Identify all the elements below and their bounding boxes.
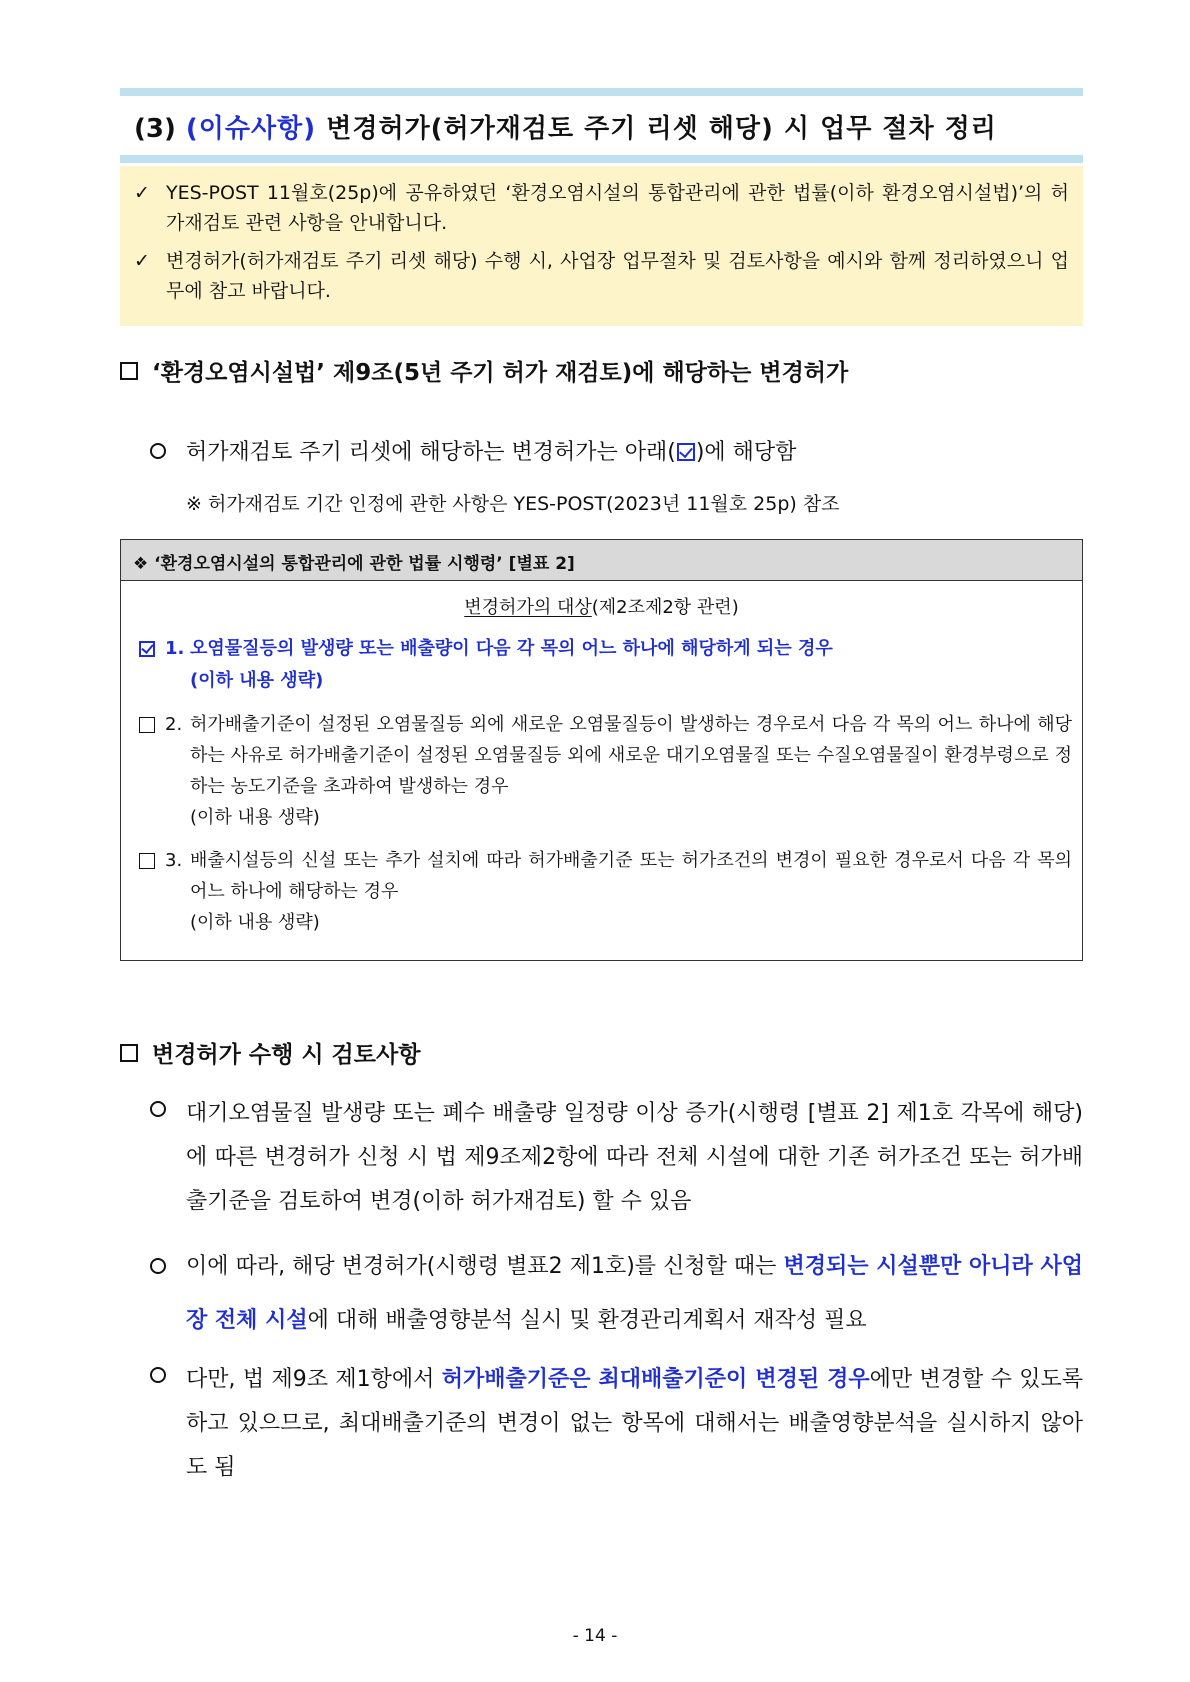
- law-item-index: 1.: [165, 638, 185, 659]
- title-text: 변경허가(허가재검토 주기 리셋 해당) 시 업무 절차 정리: [316, 114, 997, 144]
- law-box-header: ❖ ‘환경오염시설의 통합관리에 관한 법률 시행령’ [별표 2]: [121, 540, 1082, 581]
- reference-note: ※ 허가재검토 기간 인정에 관한 사항은 YES-POST(2023년 11월호 25p) 참조: [186, 493, 840, 515]
- check-mark-icon: ✓: [134, 182, 150, 204]
- square-bullet-icon: [120, 1044, 138, 1062]
- section-heading-review: [120, 1036, 420, 1069]
- section-heading-article9: [120, 354, 848, 387]
- subtitle-rest: (제2조제2항 관련): [591, 597, 739, 618]
- bullet-text-emphasis: 변경되는 시설뿐만 아니라 사업장 전체 시설: [186, 1254, 1083, 1333]
- bullet-review-3: [148, 1358, 1083, 1490]
- notice-item-text: YES-POST 11월호(25p)에 공유하였던 ‘환경오염시설의 통합관리에 관한 법률(이하 환경오염시설법)’의 허가재검토 관련 사항을 안내합니다.: [166, 182, 1069, 234]
- circle-bullet-icon: [150, 1101, 166, 1117]
- bullet-text: [186, 1240, 1083, 1348]
- law-excerpt-box: [120, 539, 1083, 961]
- title-issue-tag: (이슈사항): [185, 114, 317, 144]
- section-heading-text: ‘환경오염시설법’ 제9조(5년 주기 허가 재검토)에 해당하는 변경허가: [152, 360, 849, 386]
- law-item-text: 오염물질등의 발생량 또는 배출량이 다음 각 목의 어느 하나에 해당하게 되는 경우: [190, 638, 833, 659]
- law-item-index: 2.: [165, 714, 183, 735]
- law-item-3: [121, 845, 1082, 938]
- bullet-text: [186, 434, 1083, 472]
- unchecked-box-icon: [139, 853, 155, 869]
- notice-item: [134, 178, 1069, 238]
- bullet-text-pre: 다만, 법 제9조 제1항에서: [186, 1367, 442, 1392]
- bullet-text: 대기오염물질 발생량 또는 폐수 배출량 일정량 이상 증가(시행령 [별표 2] 제1호 각목에 해당)에 따른 변경허가 신청 시 법 제9조제2항에 따라 전체 시설에 대한 기존 허가조건 또는 허가배출기준을 검토하여 변경(이하 허가재검토) 할 수 있음: [186, 1101, 1083, 1214]
- notice-item: [134, 246, 1069, 306]
- square-bullet-icon: [120, 362, 138, 380]
- law-item-text: 허가배출기준이 설정된 오염물질등 외에 새로운 오염물질등이 발생하는 경우로서 다음 각 목의 어느 하나에 해당하는 사유로 허가배출기준이 설정된 오염물질등 외에 새로운 대기오염물질 또는 수질오염물질이 환경부령으로 정하는 농도기준을 초과하여 발생하는 경우: [190, 714, 1072, 797]
- section-heading-text: 변경허가 수행 시 검토사항: [152, 1042, 421, 1068]
- checked-box-icon: [139, 641, 155, 657]
- unchecked-box-icon: [139, 717, 155, 733]
- bullet-text-post: 에만 변경할 수 있도록 하고 있으므로, 최대배출기준의 변경이 없는 항목에 대해서는 배출영향분석을 실시하지 않아도 됨: [186, 1367, 1083, 1480]
- subtitle-underlined: 변경허가의 대상: [464, 597, 592, 618]
- circle-bullet-icon: [150, 443, 166, 459]
- title-top-rule: [120, 88, 1083, 96]
- law-item-tail: (이하 내용 생략): [190, 807, 320, 828]
- bullet-reset-applies: [148, 434, 1083, 472]
- law-item-tail: (이하 내용 생략): [190, 670, 324, 691]
- law-item-text: 배출시설등의 신설 또는 추가 설치에 따라 허가배출기준 또는 허가조건의 변경이 필요한 경우로서 다음 각 목의 어느 하나에 해당하는 경우: [190, 850, 1072, 902]
- bullet-text-pre: 허가재검토 주기 리셋에 해당하는 변경허가는 아래(: [186, 440, 676, 465]
- page-title: [120, 96, 1083, 155]
- law-item-1: [121, 633, 1082, 697]
- bullet-text-pre: 이에 따라, 해당 변경허가(시행령 별표2 제1호)를 신청할 때는: [186, 1254, 784, 1279]
- circle-bullet-icon: [150, 1367, 166, 1383]
- page-number: - 14 -: [572, 1626, 618, 1646]
- law-box-subtitle: [121, 593, 1082, 619]
- bullet-text-post: 에 대해 배출영향분석 실시 및 환경관리계획서 재작성 필요: [307, 1308, 867, 1333]
- law-item-2: [121, 709, 1082, 833]
- title-bar: [120, 88, 1083, 163]
- notice-item-text: 변경허가(허가재검토 주기 리셋 해당) 수행 시, 사업장 업무절차 및 검토사항을 예시와 함께 정리하였으니 업무에 참고 바랍니다.: [166, 250, 1069, 302]
- bullet-text: [186, 1358, 1083, 1490]
- bullet-review-1: [148, 1092, 1083, 1224]
- notice-box: [120, 166, 1083, 326]
- checked-box-icon: [677, 443, 695, 461]
- law-item-index: 3.: [165, 850, 183, 871]
- check-mark-icon: ✓: [134, 250, 150, 272]
- bullet-text-emphasis: 허가배출기준은 최대배출기준이 변경된 경우: [441, 1367, 870, 1392]
- title-number: (3): [134, 114, 176, 144]
- law-item-tail: (이하 내용 생략): [190, 912, 320, 933]
- bullet-text-post: )에 해당함: [695, 440, 797, 465]
- circle-bullet-icon: [150, 1258, 166, 1274]
- title-bottom-rule: [120, 155, 1083, 163]
- bullet-review-2: [148, 1240, 1083, 1348]
